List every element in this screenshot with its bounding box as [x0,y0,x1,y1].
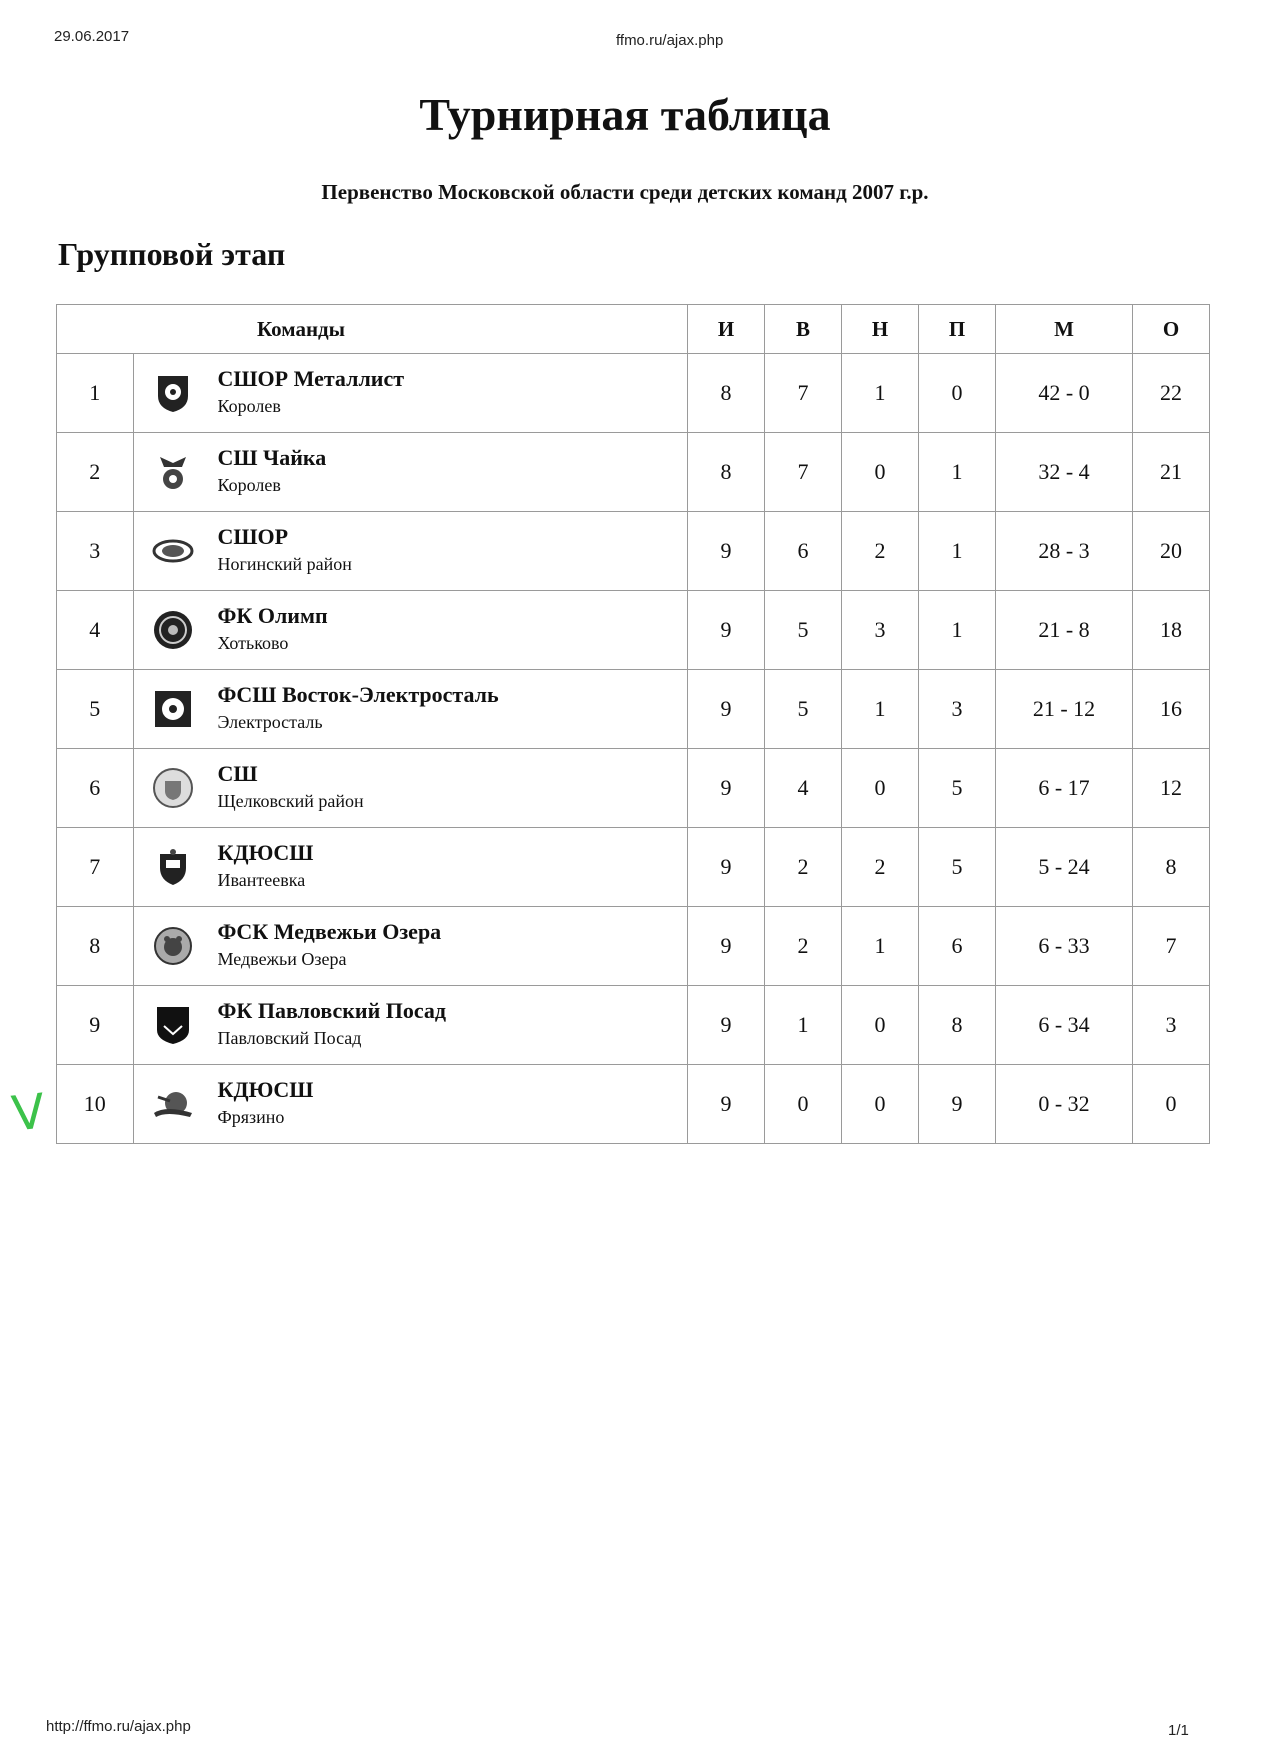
cell-team [133,986,688,1065]
cell-drawn: 1 [842,354,919,433]
team-text [218,997,447,1051]
cell-drawn: 0 [842,1065,919,1144]
team-text [218,918,442,972]
square-ball-logo [152,688,194,730]
print-date: 29.06.2017 [54,28,130,45]
cell-position: 2 [57,433,134,512]
team-name: ФСШ Восток-Электросталь [217,682,499,707]
stage-heading: Групповой этап [58,236,286,272]
cell-drawn: 3 [842,591,919,670]
cell-team [133,512,688,591]
page-title: Турнирная таблица [419,89,831,140]
cell-points: 8 [1133,828,1210,907]
cell-position: 9 [57,986,134,1065]
cell-team [133,907,688,986]
header-played: И [688,305,765,354]
footer-url: http://ffmo.ru/ajax.php [46,1718,191,1735]
table-row [57,670,1210,749]
team-name: КДЮСШ [217,1077,314,1102]
team-city: Медвежьи Озера [217,949,347,969]
crest-shield-logo [152,846,194,888]
cell-won: 7 [765,433,842,512]
cell-played: 8 [688,354,765,433]
team-name: КДЮСШ [217,840,314,865]
team-city: Ногинский район [217,554,352,574]
shield-ball-logo [152,372,194,414]
team-city: Королев [217,475,281,495]
cell-team [133,670,688,749]
cell-won: 6 [765,512,842,591]
cell-played: 8 [688,433,765,512]
team-city: Электросталь [217,712,323,732]
cell-played: 9 [688,749,765,828]
cell-points: 20 [1133,512,1210,591]
cell-won: 2 [765,828,842,907]
cell-points: 7 [1133,907,1210,986]
table-row [57,749,1210,828]
table-row [57,986,1210,1065]
seagull-crest-logo [152,451,194,493]
dark-shield-logo [152,1004,194,1046]
team-city: Щелковский район [217,791,364,811]
cell-lost: 5 [919,828,996,907]
header-lost: П [919,305,996,354]
cell-played: 9 [688,986,765,1065]
team-name: СШОР Металлист [217,366,405,391]
team-text [218,760,364,814]
cell-drawn: 2 [842,828,919,907]
header-won: В [765,305,842,354]
header-team: Команды [133,305,688,354]
table-row [57,512,1210,591]
wing-ball-logo [152,1083,194,1125]
cell-goals: 28 - 3 [996,512,1133,591]
cell-position: 7 [57,828,134,907]
footer-page-number: 1/1 [1168,1722,1189,1739]
team-name: ФК Олимп [217,603,328,628]
team-text [218,1076,314,1130]
page-subtitle: Первенство Московской области среди детских команд 2007 г.р. [321,180,929,204]
team-name: СШ Чайка [217,445,327,470]
table-header-row [57,305,1210,354]
cell-team [133,828,688,907]
round-badge-logo [152,609,194,651]
cell-goals: 6 - 33 [996,907,1133,986]
cell-points: 18 [1133,591,1210,670]
table-row [57,433,1210,512]
cell-played: 9 [688,591,765,670]
table-row [57,354,1210,433]
cell-won: 4 [765,749,842,828]
cell-position: 5 [57,670,134,749]
cell-played: 9 [688,670,765,749]
cell-won: 1 [765,986,842,1065]
bear-badge-logo [152,925,194,967]
cell-position: 10 [57,1065,134,1144]
standings-body [57,354,1210,1144]
oval-emblem-logo [152,530,194,572]
cell-drawn: 1 [842,670,919,749]
cell-won: 5 [765,670,842,749]
table-row [57,828,1210,907]
cell-drawn: 1 [842,907,919,986]
cell-won: 2 [765,907,842,986]
team-text [218,444,327,498]
team-text [218,602,328,656]
team-city: Ивантеевка [217,870,306,890]
cell-lost: 8 [919,986,996,1065]
cell-position: 4 [57,591,134,670]
cell-lost: 3 [919,670,996,749]
handwritten-check-mark: V [9,1083,48,1143]
cell-team [133,1065,688,1144]
cell-lost: 1 [919,512,996,591]
cell-won: 7 [765,354,842,433]
cell-points: 0 [1133,1065,1210,1144]
cell-team [133,354,688,433]
cell-lost: 5 [919,749,996,828]
table-row [57,907,1210,986]
team-city: Фрязино [217,1107,285,1127]
cell-team [133,591,688,670]
cell-drawn: 0 [842,433,919,512]
header-position [57,305,134,354]
team-name: ФК Павловский Посад [217,998,447,1023]
cell-position: 3 [57,512,134,591]
cell-goals: 6 - 34 [996,986,1133,1065]
cell-points: 12 [1133,749,1210,828]
cell-lost: 6 [919,907,996,986]
cell-won: 5 [765,591,842,670]
cell-drawn: 0 [842,749,919,828]
cell-position: 1 [57,354,134,433]
cell-played: 9 [688,828,765,907]
cell-lost: 9 [919,1065,996,1144]
cell-points: 16 [1133,670,1210,749]
team-city: Павловский Посад [217,1028,362,1048]
cell-played: 9 [688,1065,765,1144]
cell-points: 3 [1133,986,1210,1065]
cell-drawn: 2 [842,512,919,591]
team-text [218,839,314,893]
header-drawn: Н [842,305,919,354]
cell-lost: 1 [919,591,996,670]
print-url: ffmo.ru/ajax.php [616,32,724,49]
team-text [218,681,499,735]
cell-goals: 21 - 12 [996,670,1133,749]
header-points: О [1133,305,1210,354]
cell-team [133,433,688,512]
standings-table [56,304,1210,1144]
cell-lost: 0 [919,354,996,433]
cell-points: 22 [1133,354,1210,433]
team-city: Хотьково [217,633,289,653]
cell-goals: 6 - 17 [996,749,1133,828]
cell-position: 8 [57,907,134,986]
team-text [218,523,352,577]
team-text [218,365,405,419]
table-row [57,591,1210,670]
table-row [57,1065,1210,1144]
cell-goals: 21 - 8 [996,591,1133,670]
team-city: Королев [217,396,281,416]
cell-won: 0 [765,1065,842,1144]
cell-drawn: 0 [842,986,919,1065]
team-name: ФСК Медвежьи Озера [217,919,442,944]
team-name: СШ [217,761,258,786]
cell-goals: 32 - 4 [996,433,1133,512]
cell-position: 6 [57,749,134,828]
round-seal-logo [152,767,194,809]
cell-team [133,749,688,828]
cell-points: 21 [1133,433,1210,512]
cell-lost: 1 [919,433,996,512]
header-goals: М [996,305,1133,354]
cell-goals: 42 - 0 [996,354,1133,433]
team-name: СШОР [217,524,289,549]
cell-goals: 0 - 32 [996,1065,1133,1144]
cell-goals: 5 - 24 [996,828,1133,907]
cell-played: 9 [688,907,765,986]
cell-played: 9 [688,512,765,591]
